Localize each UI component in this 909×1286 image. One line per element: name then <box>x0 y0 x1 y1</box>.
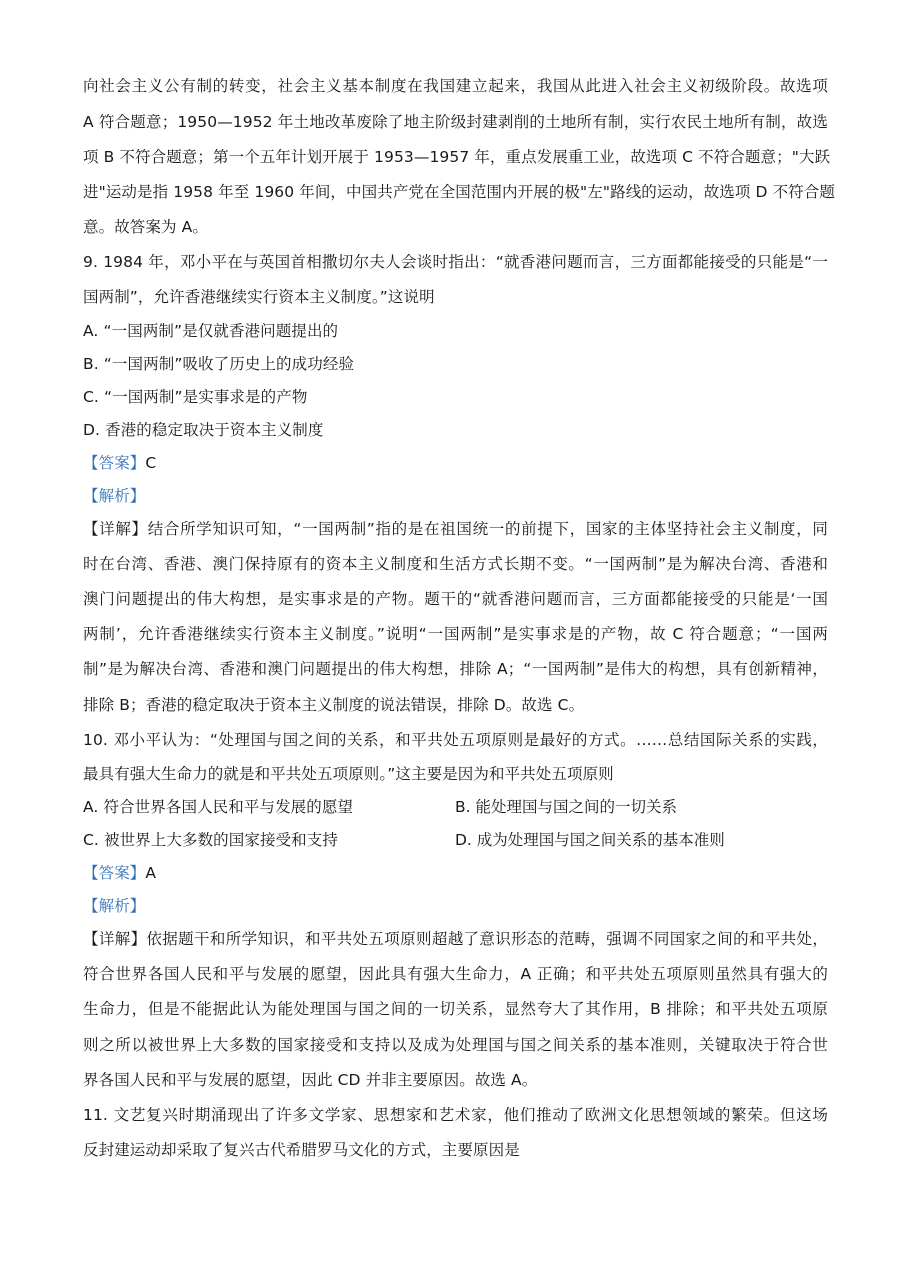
answer-tag: 【答案】 <box>83 454 146 472</box>
q9-detail-line: 时在台湾、香港、澳门保持原有的资本主义制度和生活方式长期不变。“一国两制”是为解决台湾、香港和 <box>83 555 828 573</box>
q9-stem-line: 国两制”，允许香港继续实行资本主义制度。”这说明 <box>83 288 435 306</box>
q10-detail-line: 生命力，但是不能据此认为能处理国与国之间的一切关系，显然夸大了其作用，B 排除；和平共处五项原 <box>83 1000 828 1018</box>
answer-value: C <box>145 454 157 472</box>
q10-stem-line: 10. 邓小平认为：“处理国与国之间的关系，和平共处五项原则是最好的方式。……总结国际关系的实践， <box>83 731 828 749</box>
q8-tail-line: 意。故答案为 A。 <box>83 218 208 236</box>
q9-stem-line: 9. 1984 年，邓小平在与英国首相撒切尔夫人会谈时指出：“就香港问题而言，三方面都能接受的只能是“一 <box>83 253 828 271</box>
q9-option-a: A. “一国两制”是仅就香港问题提出的 <box>83 322 339 340</box>
q8-tail-line: 向社会主义公有制的转变，社会主义基本制度在我国建立起来，我国从此进入社会主义初级阶段。故选项 <box>83 77 828 95</box>
q9-option-d: D. 香港的稳定取决于资本主义制度 <box>83 421 324 439</box>
q10-option-c: C. 被世界上大多数的国家接受和支持 <box>83 831 338 849</box>
q9-option-b: B. “一国两制”吸收了历史上的成功经验 <box>83 355 355 373</box>
q9-analysis-tag: 【解析】 <box>83 487 146 505</box>
q10-detail-line: 符合世界各国人民和平与发展的愿望，因此具有强大生命力，A 正确；和平共处五项原则虽然具有强大的 <box>83 965 828 983</box>
q10-analysis-tag: 【解析】 <box>83 897 146 915</box>
q9-option-c: C. “一国两制”是实事求是的产物 <box>83 388 308 406</box>
q8-tail-line: 项 B 不符合题意；第一个五年计划开展于 1953—1957 年，重点发展重工业，故选项 C 不符合题意；"大跃 <box>83 148 831 166</box>
q9-detail-line: 【详解】结合所学知识可知，“一国两制”指的是在祖国统一的前提下，国家的主体坚持社会主义制度，同 <box>83 520 828 538</box>
q10-option-d: D. 成为处理国与国之间关系的基本准则 <box>455 831 725 849</box>
q11-stem-line: 11. 文艺复兴时期涌现出了许多文学家、思想家和艺术家，他们推动了欧洲文化思想领域的繁荣。但这场 <box>83 1106 828 1124</box>
q10-detail-line: 【详解】依据题干和所学知识，和平共处五项原则超越了意识形态的范畴，强调不同国家之间的和平共处， <box>83 930 828 948</box>
answer-value: A <box>145 864 157 882</box>
q9-detail-line: 制”是为解决台湾、香港和澳门问题提出的伟大构想，排除 A；“一国两制”是伟大的构想，具有创新精神， <box>83 660 828 678</box>
q10-option-b: B. 能处理国与国之间的一切关系 <box>455 798 677 816</box>
answer-tag: 【答案】 <box>83 864 146 882</box>
q10-stem-line: 最具有强大生命力的就是和平共处五项原则。”这主要是因为和平共处五项原则 <box>83 765 614 783</box>
q9-detail-line: 排除 B；香港的稳定取决于资本主义制度的说法错误，排除 D。故选 C。 <box>83 696 585 714</box>
q11-stem-line: 反封建运动却采取了复兴古代希腊罗马文化的方式，主要原因是 <box>83 1141 520 1159</box>
q10-option-a: A. 符合世界各国人民和平与发展的愿望 <box>83 798 354 816</box>
q10-answer <box>83 862 828 884</box>
q8-tail-line: A 符合题意；1950—1952 年土地改革废除了地主阶级封建剥削的土地所有制，实行农民土地所有制，故选 <box>83 113 828 131</box>
q9-detail-line: 两制’，允许香港继续实行资本主义制度。”说明“一国两制”是实事求是的产物，故 C 符合题意；“一国两 <box>83 625 828 643</box>
q8-tail-line: 进"运动是指 1958 年至 1960 年间，中国共产党在全国范围内开展的极"左"路线的运动，故选项 D 不符合题 <box>83 183 835 201</box>
q9-answer <box>83 452 828 474</box>
q10-detail-line: 界各国人民和平与发展的愿望，因此 CD 并非主要原因。故选 A。 <box>83 1071 538 1089</box>
q10-detail-line: 则之所以被世界上大多数的国家接受和支持以及成为处理国与国之间关系的基本准则，关键取决于符合世 <box>83 1036 828 1054</box>
q9-detail-line: 澳门问题提出的伟大构想，是实事求是的产物。题干的“就香港问题而言，三方面都能接受的只能是‘一国 <box>83 590 828 608</box>
